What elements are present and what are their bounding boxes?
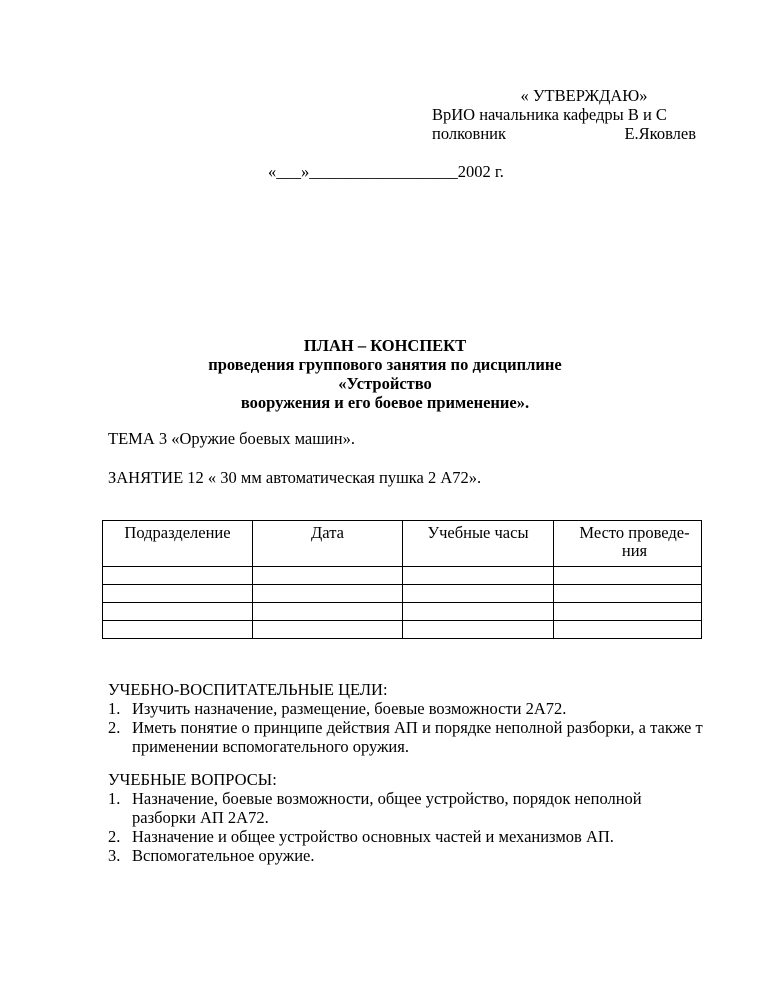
table-cell bbox=[403, 585, 554, 603]
list-item bbox=[108, 846, 708, 865]
document-title bbox=[100, 336, 670, 412]
approval-signatory bbox=[432, 124, 696, 143]
title-line-4: вооружения и его боевое применение». bbox=[240, 393, 530, 412]
list-item-text: Иметь понятие о принципе действия АП и порядке неполной разборки, а также т применении вспомогательного оружия. bbox=[132, 718, 703, 756]
header-date: Дата bbox=[253, 521, 403, 567]
list-item-number: 2. bbox=[108, 827, 121, 846]
table-header-row bbox=[103, 521, 702, 567]
title-line-3: «Устройство bbox=[338, 374, 432, 393]
approval-rank: полковник bbox=[432, 124, 506, 143]
table-row bbox=[103, 621, 702, 639]
approval-position: ВрИО начальника кафедры В и С bbox=[432, 105, 667, 124]
list-item-text: Изучить назначение, размещение, боевые возможности 2А72. bbox=[132, 699, 567, 718]
list-item-number: 1. bbox=[108, 699, 121, 718]
header-location-part1: Место проведе- bbox=[579, 523, 690, 542]
list-item-number: 1. bbox=[108, 789, 121, 808]
questions-heading: УЧЕБНЫЕ ВОПРОСЫ: bbox=[108, 770, 277, 789]
table-cell bbox=[253, 585, 403, 603]
header-hours: Учебные часы bbox=[403, 521, 554, 567]
title-line-2: проведения группового занятия по дисциплине bbox=[208, 355, 562, 374]
list-item bbox=[108, 789, 708, 827]
list-item-number: 2. bbox=[108, 718, 121, 737]
approval-block bbox=[432, 86, 696, 143]
questions-list bbox=[108, 789, 708, 865]
table-cell bbox=[403, 621, 554, 639]
approval-heading: « УТВЕРЖДАЮ» bbox=[520, 86, 648, 105]
approval-name: Е.Яковлев bbox=[624, 124, 696, 143]
table-cell bbox=[103, 585, 253, 603]
list-item-text: Назначение и общее устройство основных частей и механизмов АП. bbox=[132, 827, 614, 846]
table-cell bbox=[253, 621, 403, 639]
list-item bbox=[108, 718, 708, 756]
approval-date-line: «___»__________________2002 г. bbox=[268, 162, 504, 181]
list-item-text: Вспомогательное оружие. bbox=[132, 846, 315, 865]
table-cell bbox=[253, 567, 403, 585]
table-cell bbox=[103, 567, 253, 585]
questions-section bbox=[108, 770, 708, 865]
table-cell bbox=[403, 603, 554, 621]
table-cell bbox=[554, 603, 702, 621]
table-row bbox=[103, 567, 702, 585]
goals-section bbox=[108, 680, 708, 756]
list-item-text: Назначение, боевые возможности, общее устройство, порядок неполной разборки АП 2А72. bbox=[132, 789, 642, 827]
title-line-1: ПЛАН – КОНСПЕКТ bbox=[303, 336, 467, 355]
table-cell bbox=[403, 567, 554, 585]
table-cell bbox=[554, 585, 702, 603]
list-item bbox=[108, 827, 708, 846]
goals-heading: УЧЕБНО-ВОСПИТАТЕЛЬНЫЕ ЦЕЛИ: bbox=[108, 680, 388, 699]
table-row bbox=[103, 603, 702, 621]
table-row bbox=[103, 585, 702, 603]
topic-line: ТЕМА 3 «Оружие боевых машин». bbox=[108, 429, 355, 448]
goals-list bbox=[108, 699, 708, 756]
schedule-table bbox=[102, 520, 702, 639]
lesson-line: ЗАНЯТИЕ 12 « 30 мм автоматическая пушка 2 А72». bbox=[108, 468, 482, 487]
list-item bbox=[108, 699, 708, 718]
table-cell bbox=[103, 621, 253, 639]
table-cell bbox=[253, 603, 403, 621]
header-subdivision: Подразделение bbox=[103, 521, 253, 567]
table-cell bbox=[554, 567, 702, 585]
table-cell bbox=[554, 621, 702, 639]
table-cell bbox=[103, 603, 253, 621]
header-location bbox=[554, 521, 702, 567]
list-item-number: 3. bbox=[108, 846, 121, 865]
header-location-part2: ния bbox=[621, 541, 648, 560]
